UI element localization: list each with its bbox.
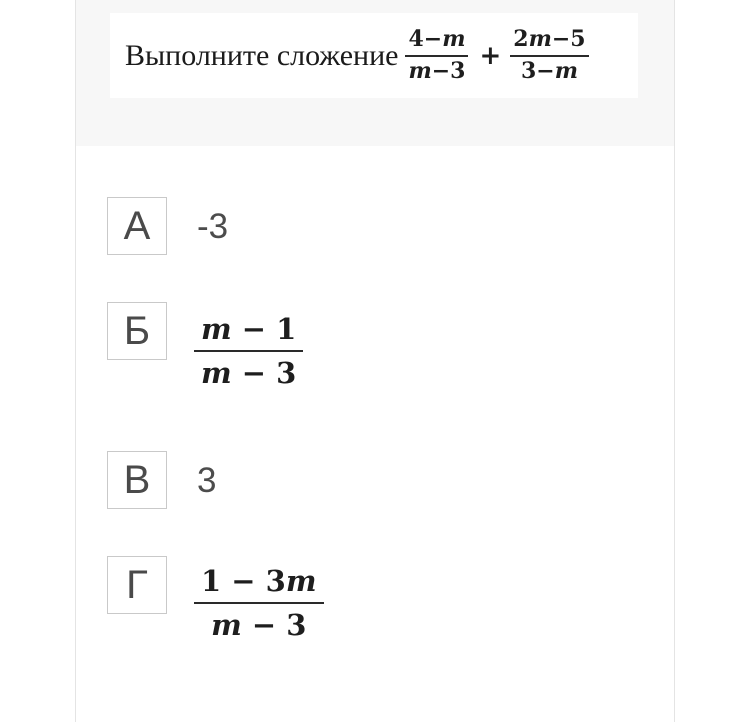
option-v-value: 3 (197, 460, 217, 500)
question-fraction-2 (510, 27, 588, 84)
plus-operator: + (479, 40, 502, 71)
fraction-denominator: m − 3 (211, 608, 307, 643)
question-fraction-1 (405, 27, 468, 84)
fraction-numerator: 4−m (408, 26, 466, 53)
question-header (76, 0, 674, 146)
fraction-denominator: 3−m (520, 57, 578, 84)
option-a-letter-button[interactable]: А (107, 197, 167, 255)
fraction-denominator: m − 3 (201, 356, 297, 391)
answer-option-b[interactable] (107, 302, 303, 390)
option-a-value: -3 (197, 206, 229, 246)
fraction-denominator: m−3 (408, 57, 466, 84)
fraction-numerator: 2m−5 (513, 26, 586, 53)
fraction-numerator: m − 1 (201, 312, 297, 346)
fraction-numerator: 1 − 3m (201, 564, 317, 598)
question-formula-image (110, 13, 638, 98)
answer-option-v[interactable] (107, 451, 216, 509)
answer-option-g[interactable] (107, 556, 324, 642)
answer-option-a[interactable] (107, 197, 228, 255)
option-g-fraction (194, 564, 324, 642)
option-b-letter-button[interactable]: Б (107, 302, 167, 360)
quiz-panel (75, 0, 675, 722)
option-v-letter-button[interactable]: В (107, 451, 167, 509)
question-text: Выполните сложение (125, 38, 399, 72)
option-b-fraction (194, 312, 303, 390)
option-g-letter-button[interactable]: Г (107, 556, 167, 614)
